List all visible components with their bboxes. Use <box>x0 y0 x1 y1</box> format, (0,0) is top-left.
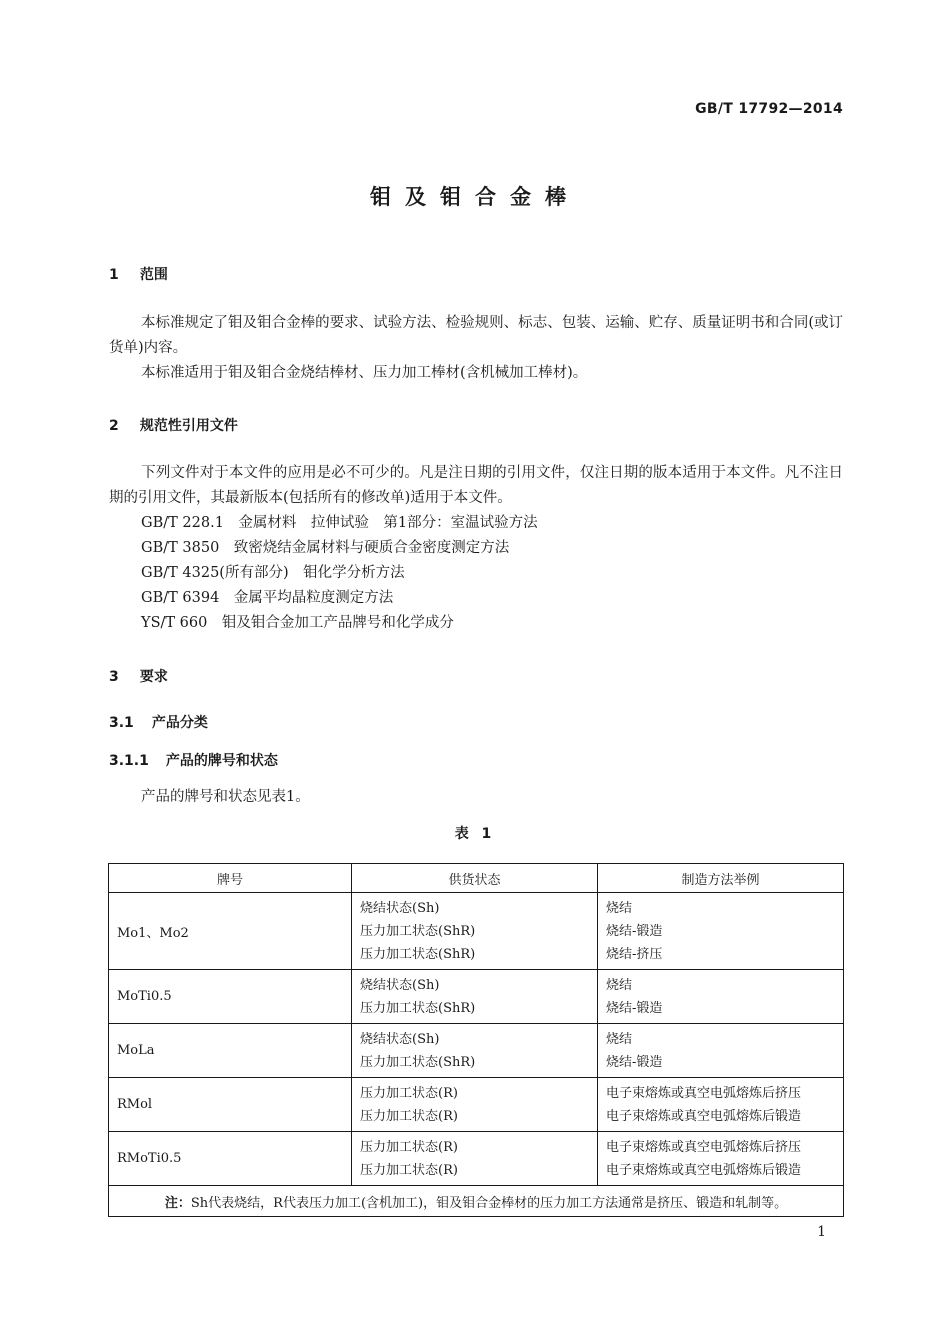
column-header: 制造方法举例 <box>598 864 844 893</box>
table-row <box>109 1024 844 1078</box>
section-number: 3.1 <box>109 715 134 731</box>
document-title: 钼及钼合金棒 <box>370 185 580 209</box>
note-label: 注： <box>164 1195 191 1211</box>
reference-item: YS/T 660 钼及钼合金加工产品牌号和化学成分 <box>141 615 454 631</box>
table-row <box>109 893 844 970</box>
section-number: 1 <box>109 267 119 283</box>
table-header-row <box>109 864 844 893</box>
section-title: 规范性引用文件 <box>139 418 238 434</box>
method-cell: 烧结 烧结-锻造 <box>598 970 844 1024</box>
table-reference-paragraph: 产品的牌号和状态见表1。 <box>141 789 310 805</box>
reference-item: GB/T 4325(所有部分) 钼化学分析方法 <box>141 565 405 581</box>
grade-cell: MoTi0.5 <box>109 970 352 1024</box>
column-header: 供货状态 <box>352 864 598 893</box>
references-intro: 下列文件对于本文件的应用是必不可少的。凡是注日期的引用文件，仅注日期的版本适用于本文件。凡不注日期的引用文件，其最新版本(包括所有的修改单)适用于本文件。 <box>109 465 843 506</box>
section-3-1-1-heading <box>109 750 278 770</box>
reference-item: GB/T 3850 致密烧结金属材料与硬质合金密度测定方法 <box>141 540 510 556</box>
section-title: 产品分类 <box>151 715 208 731</box>
standard-number: GB/T 17792—2014 <box>695 101 843 117</box>
section-title: 范围 <box>139 267 168 283</box>
supply-state-cell: 压力加工状态(R) 压力加工状态(R) <box>352 1132 598 1186</box>
grade-cell: RMoTi0.5 <box>109 1132 352 1186</box>
scope-paragraph-2: 本标准适用于钼及钼合金烧结棒材、压力加工棒材(含机械加工棒材)。 <box>141 365 588 381</box>
table-row <box>109 1132 844 1186</box>
section-title: 产品的牌号和状态 <box>165 753 278 769</box>
method-cell: 烧结 烧结-锻造 <box>598 1024 844 1078</box>
method-cell: 电子束熔炼或真空电弧熔炼后挤压 电子束熔炼或真空电弧熔炼后锻造 <box>598 1078 844 1132</box>
page-number: 1 <box>817 1224 826 1240</box>
table-title: 表 1 <box>454 826 496 842</box>
reference-item: GB/T 6394 金属平均晶粒度测定方法 <box>141 590 394 606</box>
section-1-heading <box>109 264 168 284</box>
grades-table <box>108 863 844 1217</box>
method-cell: 烧结 烧结-锻造 烧结-挤压 <box>598 893 844 970</box>
supply-state-cell: 烧结状态(Sh) 压力加工状态(ShR) <box>352 970 598 1024</box>
section-3-1-heading <box>109 712 208 732</box>
section-title: 要求 <box>139 669 168 685</box>
table-row <box>109 1078 844 1132</box>
section-number: 2 <box>109 418 119 434</box>
scope-paragraph-1: 本标准规定了钼及钼合金棒的要求、试验方法、检验规则、标志、包装、运输、贮存、质量证明书和合同(或订货单)内容。 <box>109 315 843 356</box>
table-row <box>109 970 844 1024</box>
column-header: 牌号 <box>109 864 352 893</box>
supply-state-cell: 烧结状态(Sh) 压力加工状态(ShR) <box>352 1024 598 1078</box>
grade-cell: MoLa <box>109 1024 352 1078</box>
table-note-row <box>109 1186 844 1217</box>
section-number: 3.1.1 <box>109 753 149 769</box>
note-text: Sh代表烧结，R代表压力加工(含机加工)，钼及钼合金棒材的压力加工方法通常是挤压、锻造和轧制等。 <box>190 1195 788 1211</box>
method-cell: 电子束熔炼或真空电弧熔炼后挤压 电子束熔炼或真空电弧熔炼后锻造 <box>598 1132 844 1186</box>
reference-item: GB/T 228.1 金属材料 拉伸试验 第1部分：室温试验方法 <box>141 515 538 531</box>
supply-state-cell: 压力加工状态(R) 压力加工状态(R) <box>352 1078 598 1132</box>
section-2-heading <box>109 415 238 435</box>
section-number: 3 <box>109 669 119 685</box>
table-note <box>109 1186 844 1217</box>
supply-state-cell: 烧结状态(Sh) 压力加工状态(ShR) 压力加工状态(ShR) <box>352 893 598 970</box>
grade-cell: RMol <box>109 1078 352 1132</box>
grade-cell: Mo1、Mo2 <box>109 893 352 970</box>
section-3-heading <box>109 666 168 686</box>
